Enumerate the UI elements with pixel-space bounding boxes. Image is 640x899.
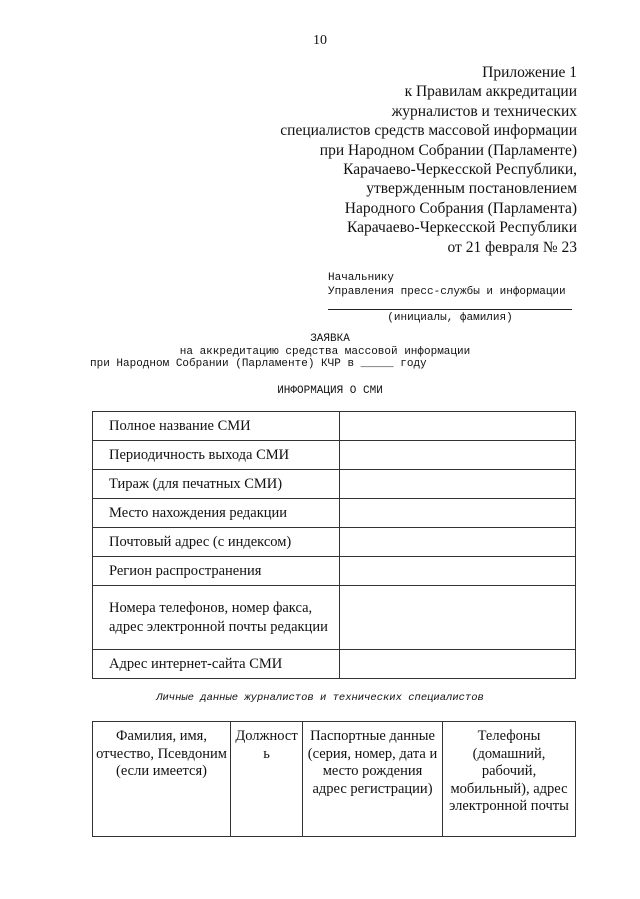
table-row: [93, 441, 576, 470]
smi-row-label: Тираж (для печатных СМИ): [93, 470, 340, 499]
smi-info-table: [92, 411, 576, 679]
table-row: [93, 650, 576, 679]
column-header-passport: Паспортные данные (серия, номер, дата и место рождения адрес регистрации): [303, 722, 443, 837]
info-heading: ИНФОРМАЦИЯ О СМИ: [277, 384, 383, 397]
table-row: [93, 499, 576, 528]
page-number: 10: [313, 33, 327, 48]
appendix-line: утвержденным постановлением: [366, 180, 577, 198]
addressee-hint: (инициалы, фамилия): [387, 312, 513, 324]
appendix-line: от 21 февраля № 23: [447, 238, 577, 256]
smi-row-value[interactable]: [340, 470, 576, 499]
table-row: [93, 528, 576, 557]
appendix-line: Приложение 1: [482, 64, 577, 81]
smi-row-label: Адрес интернет-сайта СМИ: [93, 650, 340, 679]
table-header-row: [93, 722, 576, 837]
column-header-position: Должность: [231, 722, 303, 837]
appendix-line: Народного Собрания (Парламента): [344, 199, 577, 217]
appendix-block: [280, 63, 577, 257]
addressee-block: [328, 272, 572, 326]
request-subtitle: на аккредитацию средства массовой информации: [179, 345, 471, 358]
table-row: [93, 470, 576, 499]
smi-row-value[interactable]: [340, 441, 576, 470]
smi-row-value[interactable]: [340, 557, 576, 586]
table-row: [93, 557, 576, 586]
personal-data-caption: Личные данные журналистов и технических специалистов: [156, 692, 484, 704]
appendix-line: Карачаево-Черкесской Республики,: [343, 161, 577, 179]
smi-row-label: Номера телефонов, номер факса, адрес электронной почты редакции: [93, 586, 340, 650]
addressee-name-line: [328, 299, 572, 310]
smi-row-value[interactable]: [340, 412, 576, 441]
column-header-phones: Телефоны (домашний, рабочий, мобильный), адрес электронной почты: [443, 722, 576, 837]
smi-row-label: Место нахождения редакции: [93, 499, 340, 528]
column-header-name: Фамилия, имя, отчество, Псевдоним (если имеется): [93, 722, 231, 837]
smi-row-value[interactable]: [340, 586, 576, 650]
request-subtitle-year: при Народном Собрании (Парламенте) КЧР в _____ году: [90, 358, 427, 370]
table-row: [93, 586, 576, 650]
appendix-line: журналистов и технических: [391, 102, 577, 120]
smi-row-label: Регион распространения: [93, 557, 340, 586]
smi-row-label: Полное название СМИ: [93, 412, 340, 441]
request-title: ЗАЯВКА: [310, 333, 350, 345]
table-row: [93, 412, 576, 441]
appendix-line: специалистов средств массовой информации: [280, 122, 577, 140]
smi-row-value[interactable]: [340, 499, 576, 528]
appendix-line: Карачаево-Черкесской Республики: [347, 219, 577, 237]
appendix-line: к Правилам аккредитации: [404, 83, 577, 101]
smi-row-value[interactable]: [340, 528, 576, 557]
personal-data-table: [92, 721, 576, 837]
smi-row-label: Почтовый адрес (с индексом): [93, 528, 340, 557]
smi-row-value[interactable]: [340, 650, 576, 679]
addressee-department: Управления пресс-службы и информации: [328, 285, 566, 298]
smi-row-label: Периодичность выхода СМИ: [93, 441, 340, 470]
request-header: [0, 333, 640, 397]
appendix-line: при Народном Собрании (Парламенте): [319, 141, 577, 159]
addressee-title: Начальнику: [328, 272, 395, 284]
